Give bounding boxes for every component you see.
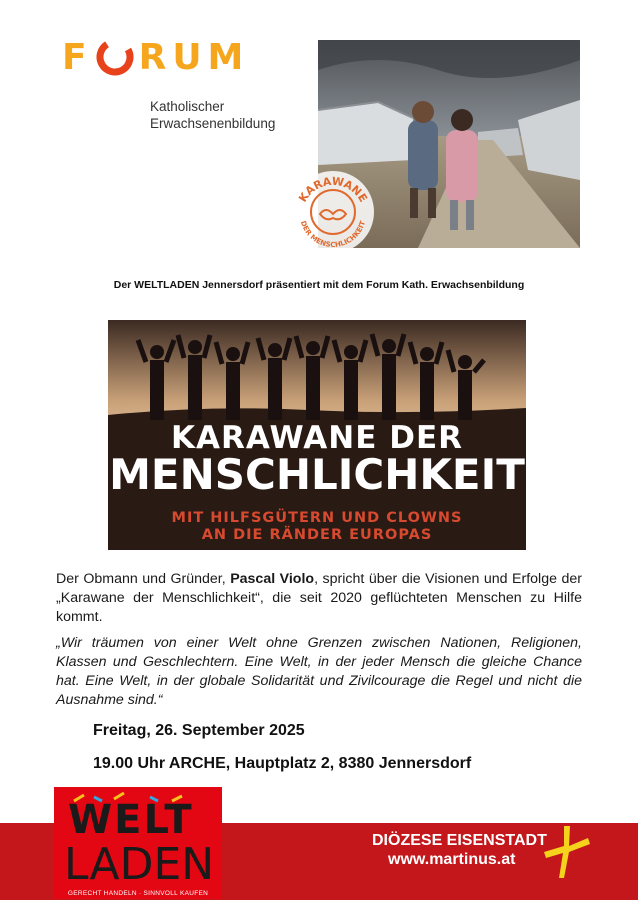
cross-icon xyxy=(542,822,592,880)
svg-text:WELT: WELT xyxy=(68,797,194,843)
weltladen-logo xyxy=(54,787,222,899)
weltladen-tagline: GERECHT HANDELN · SINNVOLL KAUFEN xyxy=(67,890,209,897)
karawane-badge-logo xyxy=(290,168,376,254)
body-text-part1: Der Obmann und Gründer, xyxy=(56,571,231,587)
event-date: Freitag, 26. September 2025 xyxy=(93,722,305,739)
forum-word-right: RUM xyxy=(138,36,250,78)
event-location: 19.00 Uhr ARCHE, Hauptplatz 2, 8380 Jennersdorf xyxy=(93,755,472,772)
karawane-banner xyxy=(108,320,526,550)
banner-title-line2: MENSCHLICHKEIT xyxy=(109,450,525,499)
quote-paragraph: „Wir träumen von einer Welt ohne Grenzen zwischen Nationen, Religionen, Klassen und Geschlechtern. Eine Welt, in der jeder Mensch die gleiche Chance hat. Eine Welt, in der globale Solidarität und Zivilcourage die Regel und nicht die Ausnahme sind.“ xyxy=(56,635,582,708)
dioezese-name: DIÖZESE EISENSTADT xyxy=(372,832,547,849)
martinus-url: www.martinus.at xyxy=(388,851,516,868)
body-text-part2: , spricht über die Visionen und Erfolge der „Karawane der Menschlichkeit“, die seit 2020 geflüchteten Menschen zu Hilfe kommt. xyxy=(56,571,582,625)
forum-o-ring-icon xyxy=(95,37,135,77)
banner-subtitle-line2: AN DIE RÄNDER EUROPAS xyxy=(201,527,433,543)
badge-top-text: KARAWANE xyxy=(296,174,370,205)
weltladen-lettering xyxy=(54,787,222,889)
forum-subtitle xyxy=(150,98,275,132)
intro-line: Der WELTLADEN Jennersdorf präsentiert mit dem Forum Kath. Erwachsenbildung xyxy=(113,279,525,291)
forum-word-left: F xyxy=(62,36,93,78)
banner-title-line1: KARAWANE DER xyxy=(171,420,463,456)
svg-text:LADEN: LADEN xyxy=(64,839,215,889)
speaker-paragraph xyxy=(56,570,582,627)
banner-subtitle-line1: MIT HILFSGÜTERN UND CLOWNS xyxy=(171,510,463,526)
speaker-name: Pascal Violo xyxy=(230,571,315,587)
forum-subtitle-line1: Katholischer xyxy=(150,99,225,114)
forum-subtitle-line2: Erwachsenenbildung xyxy=(150,116,276,131)
badge-bottom-text: DER MENSCHLICHKEIT xyxy=(298,219,368,250)
forum-logo xyxy=(62,26,302,136)
